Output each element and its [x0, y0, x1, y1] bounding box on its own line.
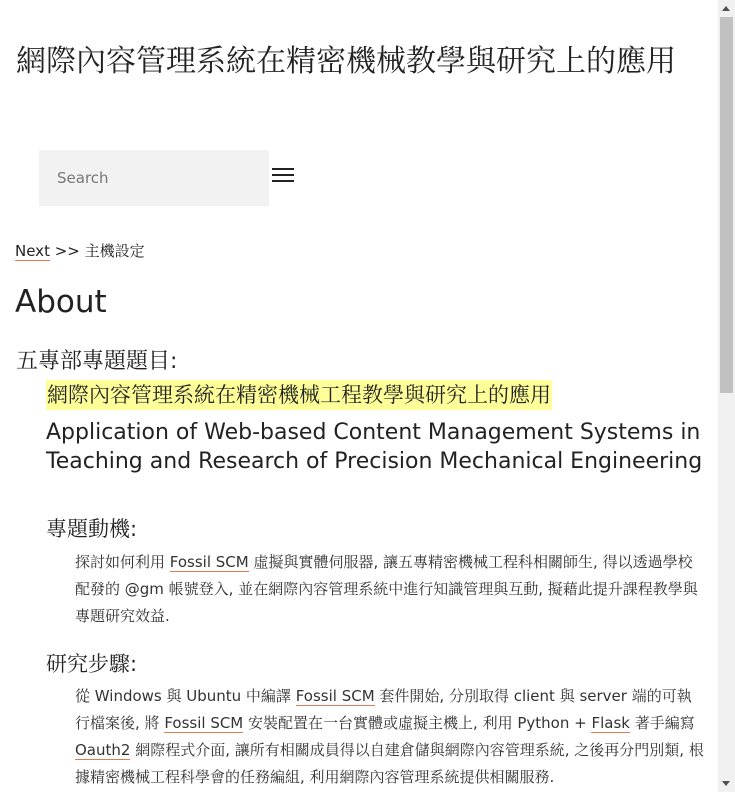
steps-text-3: 安裝配置在一台實體或虛擬主機上, 利用 Python +	[243, 714, 592, 732]
motivation-text-1: 探討如何利用	[75, 553, 170, 571]
scrollbar-thumb[interactable]	[720, 17, 733, 393]
site-title: 網際內容管理系統在精密機械教學與研究上的應用	[16, 44, 676, 79]
about-heading: About	[15, 284, 107, 320]
hamburger-menu-icon[interactable]	[272, 168, 294, 188]
flask-link[interactable]: Flask	[591, 714, 630, 732]
chinese-title-highlight: 網際內容管理系統在精密機械工程教學與研究上的應用	[46, 380, 552, 410]
vertical-scrollbar[interactable]	[718, 0, 735, 792]
fossil-scm-link[interactable]: Fossil SCM	[295, 687, 375, 705]
steps-text-4: 著手編寫	[629, 714, 695, 732]
steps-heading: 研究步驟:	[46, 652, 138, 676]
motivation-text-2: 虛擬與實體伺服器, 讓五專精密機械工程科相關師生, 得以透過學校配發的 @gm 帳號登入, 並在網際內容管理系統中進行知識管理與互動, 擬藉此提升課程教學與專題研究效益.	[75, 553, 698, 625]
steps-text-2: 套件開始, 分別取得 client 與 server 端的可執行檔案後, 將	[75, 687, 692, 732]
fossil-scm-link[interactable]: Fossil SCM	[164, 714, 244, 732]
breadcrumb	[15, 240, 145, 261]
next-link[interactable]: Next	[15, 242, 50, 260]
oauth2-link[interactable]: Oauth2	[75, 741, 131, 759]
steps-text-5: 網際程式介面, 讓所有相關成員得以自建倉儲與網際內容管理系統, 之後再分門別類, 根據精密機械工程科學會的任務編組, 利用網際內容管理系統提供相關服務.	[75, 741, 704, 786]
breadcrumb-separator: >>	[49, 242, 85, 260]
scroll-up-arrow-icon[interactable]	[722, 6, 730, 11]
motivation-paragraph	[75, 549, 705, 630]
scroll-down-arrow-icon[interactable]	[722, 781, 730, 786]
steps-paragraph	[75, 683, 705, 791]
search-input[interactable]	[39, 150, 269, 206]
subject-heading: 五專部專題題目:	[16, 349, 178, 374]
motivation-heading: 專題動機:	[46, 517, 138, 541]
fossil-scm-link[interactable]: Fossil SCM	[169, 553, 249, 571]
english-title: Application of Web-based Content Management Systems in Teaching and Research of Precision Mechanical Engineering	[46, 420, 703, 474]
breadcrumb-current: 主機設定	[84, 242, 145, 260]
steps-text-1: 從 Windows 與 Ubuntu 中編譯	[75, 687, 296, 705]
